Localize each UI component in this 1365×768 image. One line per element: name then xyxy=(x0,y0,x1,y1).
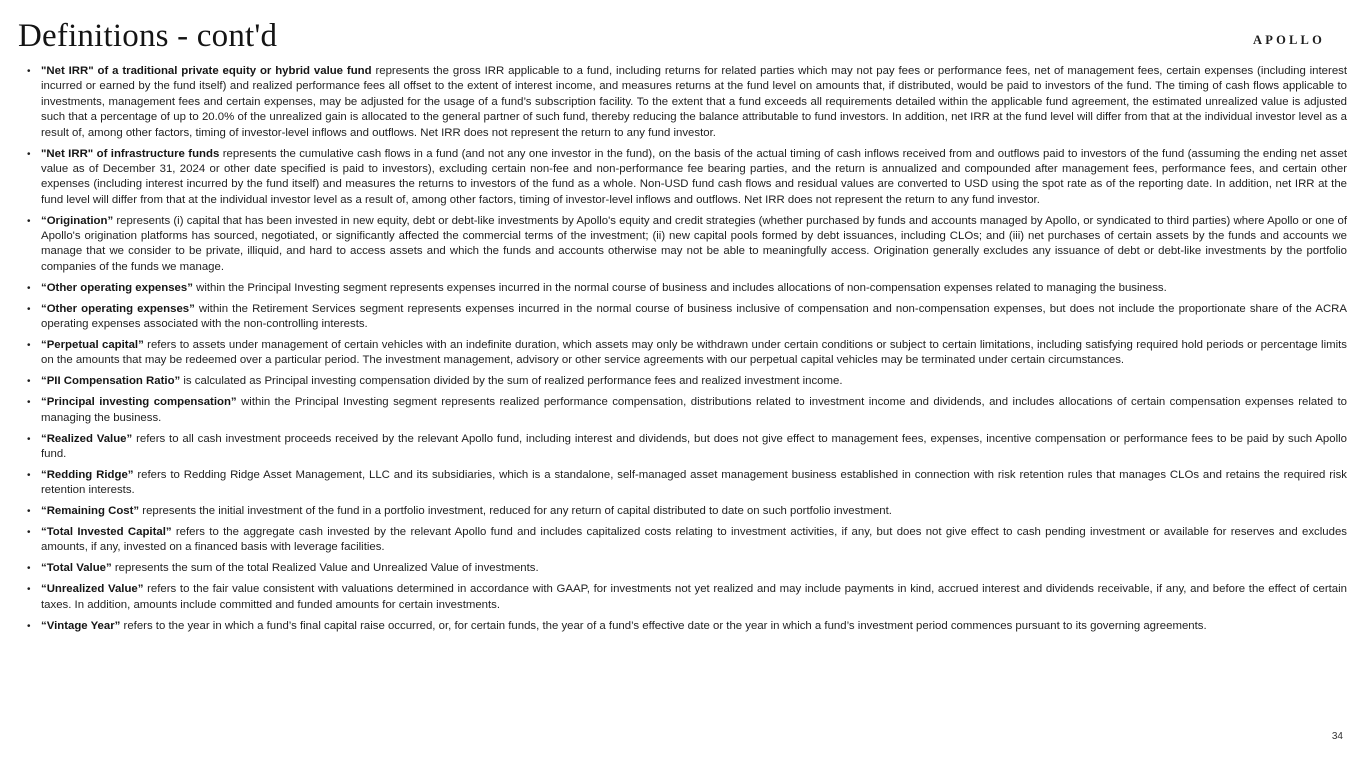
definition-text xyxy=(41,468,1347,499)
definition-item xyxy=(27,504,1347,519)
definition-body: within the Retirement Services segment represents expenses incurred in the normal course of business inclusive of compensation and non-compensation expenses, but does not include the proportionate share of the ACRA operating expenses associated with the non-controlling interests. xyxy=(41,302,1347,331)
definition-term: “Remaining Cost” xyxy=(41,505,140,518)
definition-body: refers to assets under management of certain vehicles with an indefinite duration, which assets may only be withdrawn under certain conditions or subject to certain limitations, including satisfying required hold periods or percentage limits on the amounts that may be redeemed over a particular period. The investment management, advisory or other service agreements with our perpetual capital vehicles may be terminated under certain circumstances. xyxy=(41,339,1347,367)
bullet-icon: • xyxy=(27,303,31,315)
bullet-icon: • xyxy=(27,527,31,539)
bullet-icon: • xyxy=(27,397,31,409)
definition-item xyxy=(27,214,1347,276)
definition-text xyxy=(41,561,1347,576)
definition-item xyxy=(27,525,1347,556)
bullet-icon: • xyxy=(27,563,31,575)
definition-body: represents the sum of the total Realized Value and Unrealized Value of investments. xyxy=(111,562,539,575)
definition-body: refers to the year in which a fund’s final capital raise occurred, or, for certain funds, the year of a fund’s effective date or the year in which a fund’s investment period commences pursuant to its governing agreements. xyxy=(120,619,1207,632)
page-title: Definitions - cont'd xyxy=(18,18,278,54)
definitions-list xyxy=(18,64,1347,634)
bullet-icon: • xyxy=(27,148,31,160)
definition-text xyxy=(41,338,1347,369)
definition-body: within the Principal Investing segment represents realized performance compensation, distributions related to investment income and dividends, and includes allocations of certain compensation expenses related to managing the business. xyxy=(41,396,1347,424)
definition-item xyxy=(27,147,1347,209)
bullet-icon: • xyxy=(27,215,31,227)
definition-item xyxy=(27,302,1347,333)
definition-body: refers to all cash investment proceeds received by the relevant Apollo fund, including interest and dividends, but does not give effect to management fees, expenses, incentive compensation or performance fees to be paid by such Apollo fund. xyxy=(41,432,1347,460)
definition-body: refers to the aggregate cash invested by the relevant Apollo fund and includes capitalized costs relating to investment activities, if any, but does not give effect to cash pending investment or available for reserves and excludes amounts, if any, invested on a financed basis with leverage facilities. xyxy=(41,526,1347,554)
definition-term: “PII Compensation Ratio” xyxy=(41,375,181,388)
definition-item xyxy=(27,64,1347,141)
definition-text xyxy=(41,504,1347,519)
bullet-icon: • xyxy=(27,66,31,77)
definition-term: “Total Invested Capital” xyxy=(41,526,172,539)
definition-body: within the Principal Investing segment represents expenses incurred in the normal course of business and includes allocations of non-compensation expenses related to managing the business. xyxy=(192,281,1167,294)
bullet-icon: • xyxy=(27,376,31,388)
definition-text xyxy=(41,214,1347,276)
definition-text xyxy=(41,302,1347,333)
definition-item xyxy=(27,338,1347,369)
definition-item xyxy=(27,619,1347,634)
definition-term: “Other operating expenses” xyxy=(41,302,195,315)
definition-item xyxy=(27,561,1347,576)
definition-text xyxy=(41,432,1347,463)
definition-body: refers to the fair value consistent with valuations determined in accordance with GAAP, for investments not yet realized and may include payments in kind, accrued interest and dividends receivable, if any, and before the effect of certain taxes. In addition, amounts include committed and funded amounts for certain investments. xyxy=(41,583,1347,611)
definition-term: “Perpetual capital” xyxy=(41,339,144,351)
definition-item xyxy=(27,395,1347,426)
definition-text xyxy=(41,582,1347,613)
definition-text xyxy=(41,525,1347,556)
bullet-icon: • xyxy=(27,282,31,294)
definition-text xyxy=(41,64,1347,141)
page-number: 34 xyxy=(1331,731,1343,742)
definition-term: “Vintage Year” xyxy=(41,619,121,632)
definition-term: “Principal investing compensation” xyxy=(41,396,237,409)
bullet-icon: • xyxy=(27,469,31,481)
bullet-icon: • xyxy=(27,433,31,445)
definition-text xyxy=(41,147,1347,209)
bullet-icon: • xyxy=(27,620,31,632)
definition-text xyxy=(41,281,1347,296)
bullet-icon: • xyxy=(27,584,31,596)
definition-term: “Unrealized Value” xyxy=(41,583,144,596)
definition-term: "Net IRR" of infrastructure funds xyxy=(41,147,220,160)
definition-term: "Net IRR" of a traditional private equity or hybrid value fund xyxy=(41,65,372,77)
definition-item xyxy=(27,374,1347,389)
slide-header xyxy=(18,18,1347,62)
definition-text xyxy=(41,619,1347,634)
definition-body: refers to Redding Ridge Asset Management, LLC and its subsidiaries, which is a standalone, self-managed asset management business established in connection with risk retention rules that manages CLOs and retains the required risk retention interests. xyxy=(41,468,1347,497)
definition-term: “Redding Ridge” xyxy=(41,468,134,481)
bullet-icon: • xyxy=(27,340,31,351)
definition-body: represents (i) capital that has been invested in new equity, debt or debt-like investments by Apollo's equity and credit strategies (whether purchased by funds and accounts managed by Apollo, or syndicated to third parties) where Apollo or one of Apollo's origination platforms has sourced, negotiated, or significantly affected the commercial terms of the investment; (ii) new capital pools formed by debt issuances, including CLOs; and (iii) net purchases of certain assets by the funds and accounts we manage that we consider to be private, illiquid, and hard to access assets and which the funds and accounts otherwise may not be able to meaningfully access. Origination generally excludes any issuance of debt or debt-like investments by the portfolio companies of the funds we manage. xyxy=(41,214,1347,273)
definition-item xyxy=(27,281,1347,296)
definition-body: represents the gross IRR applicable to a fund, including returns for related parties which may not pay fees or performance fees, net of management fees, certain expenses (including interest incurred or earned by the fund itself) and realized performance fees all offset to the extent of interest income, and measures returns at the fund level on amounts that, if distributed, would be paid to investors of the fund. The timing of cash flows applicable to investments, management fees and certain expenses, may be adjusted for the usage of a fund’s subscription facility. To the extent that a fund exceeds all requirements detailed within the applicable fund agreement, the estimated unrealized value is adjusted such that a percentage of up to 20.0% of the unrealized gain is allocated to the general partner of such fund, thereby reducing the balance attributable to fund investors. In addition, net IRR at the fund level will differ from that at the individual investor level as a result of, among other factors, timing of investor-level inflows and outflows. Net IRR does not represent the return to any fund investor. xyxy=(41,65,1348,139)
definition-term: “Origination” xyxy=(41,214,114,227)
definition-item xyxy=(27,432,1347,463)
definition-text xyxy=(41,374,1347,389)
definition-body: is calculated as Principal investing compensation divided by the sum of realized performance fees and realized investment income. xyxy=(180,375,843,388)
definition-body: represents the cumulative cash flows in a fund (and not any one investor in the fund), on the basis of the actual timing of cash inflows received from and outflows paid to investors of the fund (assuming the ending net asset value as of December 31, 2024 or other date specified is paid to investors), excluding certain non-fee and non-performance fee bearing parties, and the return is annualized and compounded after management fees, performance fees, and certain other expenses (including interest incurred by the fund itself) and measures the returns to investors of the fund as a whole. Non-USD fund cash flows and residual values are converted to USD using the spot rate as of the reporting date. In addition, net IRR at the fund level will differ from that at the individual investor level as a result of, among other factors, timing of investor-level inflows and outflows. Net IRR does not represent the return to any fund investor. xyxy=(41,147,1347,206)
definition-term: “Other operating expenses” xyxy=(41,281,193,294)
definition-item xyxy=(27,468,1347,499)
apollo-logo: APOLLO xyxy=(1253,33,1325,47)
bullet-icon: • xyxy=(27,506,31,518)
definition-text xyxy=(41,395,1347,426)
definition-body: represents the initial investment of the fund in a portfolio investment, reduced for any return of capital distributed to date on such portfolio investment. xyxy=(139,505,892,518)
definition-term: “Total Value” xyxy=(41,562,112,575)
definition-term: “Realized Value” xyxy=(41,432,133,445)
definition-item xyxy=(27,582,1347,613)
